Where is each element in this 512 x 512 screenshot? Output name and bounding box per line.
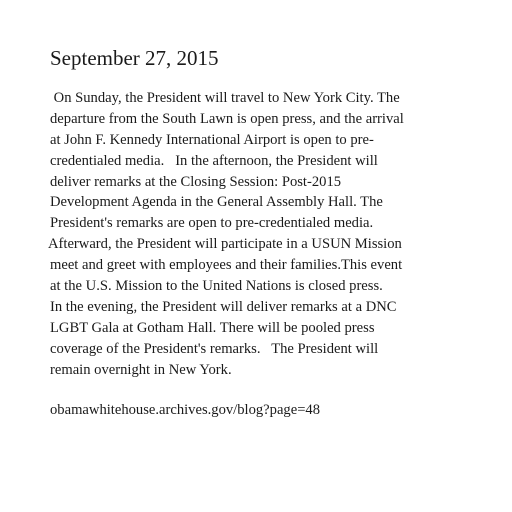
body-line: credentialed media. In the afternoon, the President will: [50, 152, 378, 169]
body-line: Afterward, the President will participate in a USUN Mission: [48, 236, 402, 253]
body-line: In the evening, the President will deliver remarks at a DNC: [50, 298, 397, 315]
page-title: September 27, 2015: [50, 46, 219, 70]
source-url: obamawhitehouse.archives.gov/blog?page=48: [50, 402, 321, 418]
body-line: remain overnight in New York.: [50, 361, 232, 378]
body-line: LGBT Gala at Gotham Hall. There will be pooled press: [50, 319, 375, 336]
article-body: [50, 88, 430, 380]
body-line: departure from the South Lawn is open press, and the arrival: [50, 110, 404, 127]
body-line: deliver remarks at the Closing Session: Post-2015: [50, 173, 342, 190]
body-line: at John F. Kennedy International Airport is open to pre-: [50, 131, 374, 148]
body-line: Development Agenda in the General Assembly Hall. The: [50, 194, 383, 211]
body-line: President's remarks are open to pre-credentialed media.: [50, 215, 374, 232]
body-line: coverage of the President's remarks. The President will: [50, 340, 379, 357]
body-line: On Sunday, the President will travel to New York City. The: [50, 90, 400, 106]
body-line: meet and greet with employees and their families.This event: [50, 257, 403, 274]
body-line: at the U.S. Mission to the United Nations is closed press.: [50, 278, 383, 295]
